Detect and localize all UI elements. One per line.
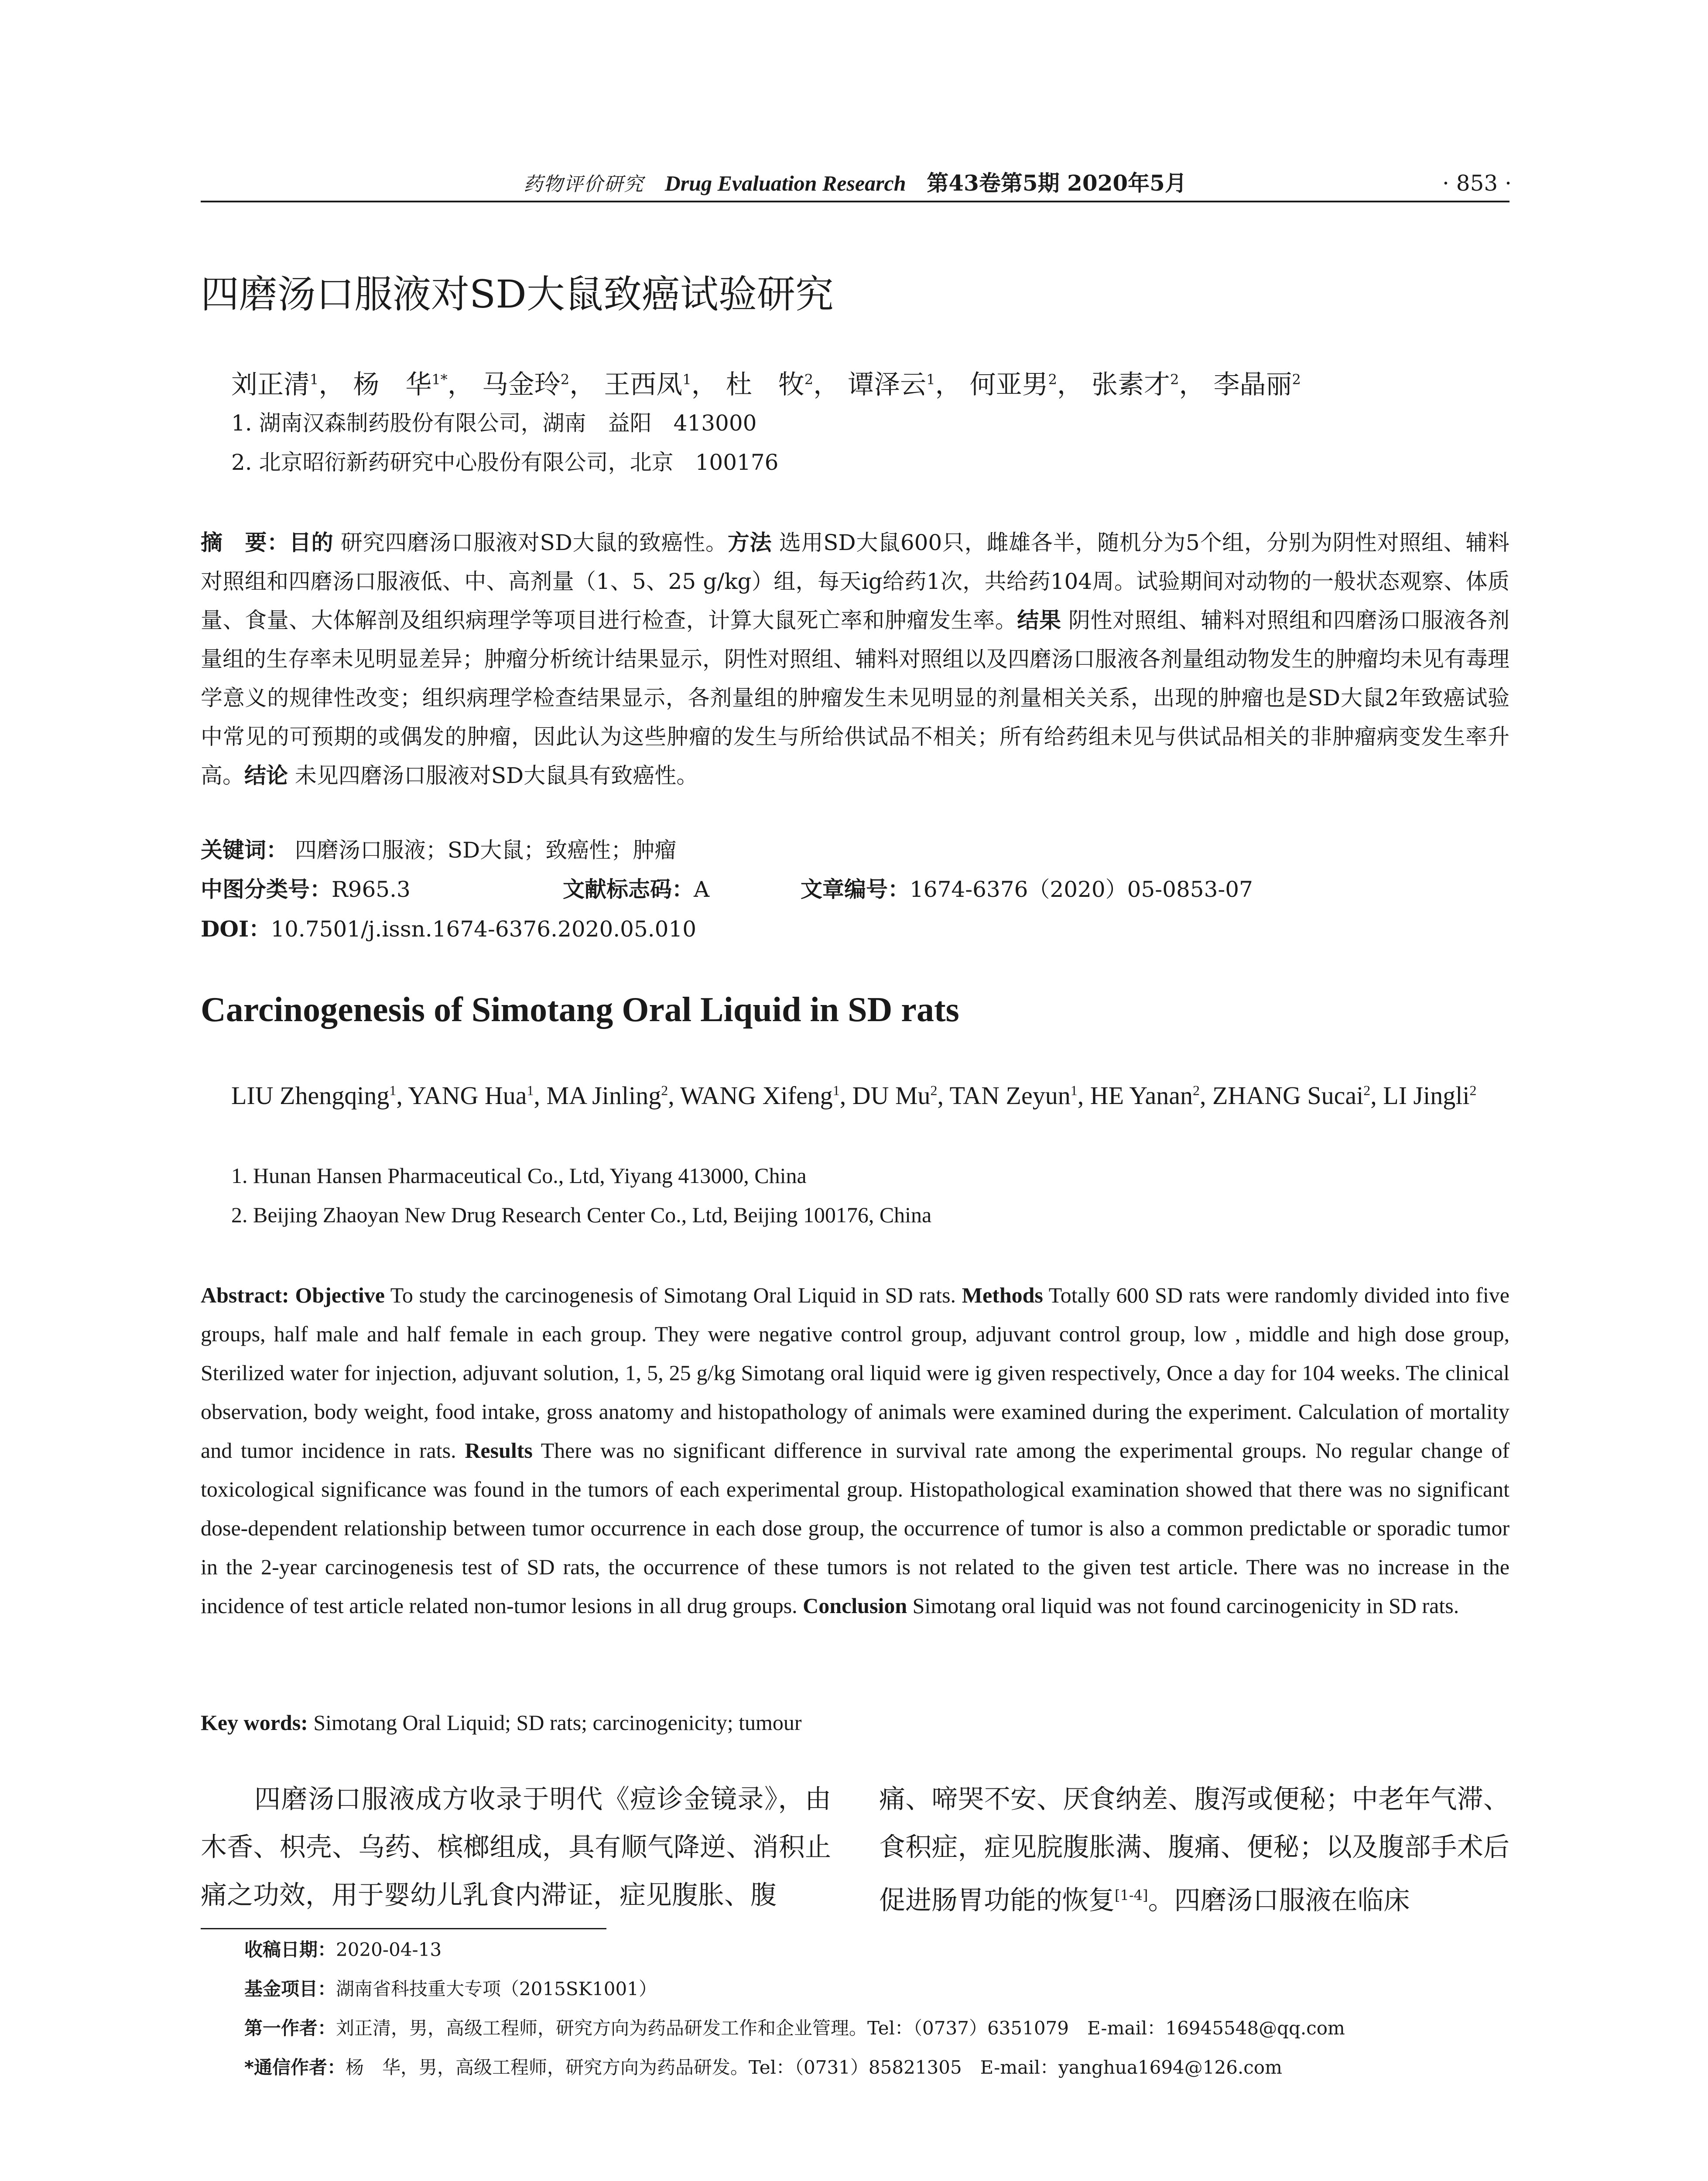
- en-results-text: There was no significant difference in survival rate among the experimental groups. No regular change of toxicological significance was found in the tumors of each experimental group. Histopathological examination showed that there was no significant dose-dependent relationship between tumor occurrence in each dose group, the occurrence of tumor is also a common predictable or sporadic tumor in the 2-year carcinogenesis test of SD rats, the occurrence of these tumors is not related to the given test article. There was no increase in the incidence of test article related non-tumor lesions in all drug groups.: [201, 1438, 1509, 1618]
- cn-abstract-label: 摘 要：: [201, 530, 289, 555]
- cn-keywords-text: 四磨汤口服液；SD大鼠；致癌性；肿瘤: [294, 838, 677, 863]
- en-abstract-label: Abstract:: [201, 1283, 289, 1307]
- cn-conclusion-label: 结论: [244, 763, 288, 788]
- en-abstract: [201, 1276, 1509, 1625]
- cn-author: 杜 牧$^2$: [726, 369, 814, 400]
- footnote-rule: [201, 1928, 606, 1929]
- cn-objective-text: 研究四磨汤口服液对SD大鼠的致癌性。: [341, 530, 728, 555]
- en-title: Carcinogenesis of Simotang Oral Liquid in SD rats: [201, 991, 959, 1029]
- en-author: WANG Xifeng$^1$: [680, 1081, 840, 1110]
- cn-affiliation-1: 1. 湖南汉森制药股份有限公司，湖南 益阳 413000: [231, 410, 757, 436]
- cn-methods-text: 选用SD大鼠600只，雌雄各半，随机分为5个组，分别为阴性对照组、辅料对照组和四磨汤口服液低、中、高剂量（1、5、25 g/kg）组，每天ig给药1次，共给药104周。试验期间对动物的一般状态观察、体质量、食量、大体解剖及组织病理学等项目进行检查，计算大鼠死亡率和肿瘤发生率。: [201, 530, 1510, 633]
- cn-author: 何亚男$^2$: [969, 369, 1057, 400]
- en-author: DU Mu$^2$: [852, 1081, 938, 1110]
- en-conclusion-text: Simotang oral liquid was not found carcinogenicity in SD rats.: [912, 1593, 1459, 1618]
- cn-title: 四磨汤口服液对SD大鼠致癌试验研究: [201, 272, 834, 317]
- en-author-list: LIU Zhengqing$^1$, YANG Hua$^1$, MA Jinling$^2$, WANG Xifeng$^1$, DU Mu$^2$, TAN Zeyun$^1$, HE Yanan$^2$, ZHANG Sucai$^2$, LI Jingli$^2$: [231, 1081, 1477, 1110]
- header-rule: [201, 201, 1509, 202]
- journal-logo: 药物评价研究: [524, 173, 644, 195]
- en-methods-text: Totally 600 SD rats were randomly divided into five groups, half male and half female in each group. They were negative control group, adjuvant control group, low , middle and high dose group, Sterilized water for injection, adjuvant solution, 1, 5, 25 g/kg Simotang oral liquid were ig given respectively, Once a day for 104 weeks. The clinical observation, body weight, food intake, gross anatomy and histopathology of animals were examined during the experiment. Calculation of mortality and tumor incidence in rats.: [201, 1283, 1509, 1463]
- en-objective-label: Objective: [295, 1283, 385, 1307]
- en-author: ZHANG Sucai$^2$: [1212, 1081, 1371, 1110]
- clc-number: 中图分类号：R965.3: [201, 877, 411, 902]
- en-keywords-text: Simotang Oral Liquid; SD rats; carcinogenicity; tumour: [313, 1710, 802, 1735]
- cn-results-label: 结果: [1017, 608, 1061, 633]
- en-affiliation-1: 1. Hunan Hansen Pharmaceutical Co., Ltd, Yiyang 413000, China: [231, 1163, 807, 1188]
- cn-methods-label: 方法: [727, 530, 772, 555]
- journal-name-en: Drug Evaluation Research: [664, 171, 906, 195]
- en-author: MA Jinling$^2$: [546, 1081, 668, 1110]
- footnote-fund: 基金项目：湖南省科技重大专项（2015SK1001）: [244, 1978, 657, 2000]
- en-methods-label: Methods: [962, 1283, 1043, 1307]
- cn-objective-label: 目的: [289, 530, 334, 555]
- en-author: YANG Hua$^1$: [408, 1081, 534, 1110]
- cn-author: 杨 华$^{1*}$: [353, 369, 448, 400]
- en-keywords-label: Key words:: [201, 1710, 308, 1735]
- doi-value: 10.7501/j.issn.1674-6376.2020.05.010: [270, 916, 697, 942]
- en-author: TAN Zeyun$^1$: [949, 1081, 1078, 1110]
- en-author: LI Jingli$^2$: [1383, 1081, 1477, 1110]
- running-header: [201, 168, 1509, 198]
- footnote-received-date: 收稿日期：2020-04-13: [244, 1939, 442, 1960]
- cn-author: 李晶丽$^2$: [1213, 369, 1301, 400]
- en-author: HE Yanan$^2$: [1090, 1081, 1200, 1110]
- cn-keywords: [201, 831, 1509, 870]
- cn-author: 张素才$^2$: [1092, 369, 1179, 400]
- en-objective-text: To study the carcinogenesis of Simotang Oral Liquid in SD rats.: [390, 1283, 956, 1307]
- issue-info: 第43卷第5期 2020年5月: [927, 170, 1187, 196]
- en-results-label: Results: [465, 1438, 533, 1463]
- en-conclusion-label: Conclusion: [803, 1593, 907, 1618]
- body-column-right: 痛、啼哭不安、厌食纳差、腹泻或便秘；中老年气滞、食积症，症见脘腹胀满、腹痛、便秘；以及腹部手术后促进肠胃功能的恢复[1-4]。四磨汤口服液在临床: [879, 1784, 1509, 1916]
- cn-author: 谭泽云$^1$: [848, 369, 935, 400]
- article-number: 文章编号：1674-6376（2020）05-0853-07: [801, 877, 1253, 902]
- cn-author: 王西凤$^1$: [604, 369, 691, 400]
- en-keywords: [201, 1703, 1509, 1742]
- document-code: 文献标志码：A: [563, 877, 710, 902]
- footnote-first-author: 第一作者：刘正清，男，高级工程师，研究方向为药品研发工作和企业管理。Tel：（0737）6351079 E-mail：16945548@qq.com: [244, 2017, 1345, 2039]
- cn-author-list: 刘正清$^1$， 杨 华$^{1*}$， 马金玲$^2$， 王西凤$^1$， 杜 牧$^2$， 谭泽云$^1$， 何亚男$^2$， 张素才$^2$， 李晶丽$^2$: [231, 369, 1301, 400]
- cn-abstract: [201, 523, 1509, 795]
- doi-label: DOI：: [201, 916, 271, 942]
- cn-author: 刘正清$^1$: [231, 369, 319, 400]
- cn-keywords-label: 关键词：: [201, 838, 288, 863]
- page-number: · 853 ·: [1442, 171, 1512, 196]
- cn-author: 马金玲$^2$: [482, 369, 570, 400]
- cn-results-text: 阴性对照组、辅料对照组和四磨汤口服液各剂量组的生存率未见明显差异；肿瘤分析统计结果显示，阴性对照组、辅料对照组以及四磨汤口服液各剂量组动物发生的肿瘤均未见有毒理学意义的规律性改变；组织病理学检查结果显示，各剂量组的肿瘤发生未见明显的剂量相关关系，出现的肿瘤也是SD大鼠2年致癌试验中常见的可预期的或偶发的肿瘤，因此认为这些肿瘤的发生与所给供试品不相关；所有给药组未见与供试品相关的非肿瘤病变发生率升高。: [201, 608, 1510, 788]
- citation: [1-4]: [1115, 1887, 1148, 1904]
- en-author: LIU Zhengqing$^1$: [231, 1081, 397, 1110]
- cn-affiliation-2: 2. 北京昭衍新药研究中心股份有限公司，北京 100176: [231, 450, 779, 475]
- footnote-corresponding-author: *通信作者：杨 华，男，高级工程师，研究方向为药品研发。Tel：（0731）85821305 E-mail：yanghua1694@126.com: [244, 2057, 1282, 2078]
- doi-line: [201, 909, 1509, 949]
- en-affiliation-2: 2. Beijing Zhaoyan New Drug Research Center Co., Ltd, Beijing 100176, China: [231, 1203, 932, 1227]
- cn-conclusion-text: 未见四磨汤口服液对SD大鼠具有致癌性。: [294, 763, 698, 788]
- body-column-left: 四磨汤口服液成方收录于明代《痘诊金镜录》，由木香、枳壳、乌药、槟榔组成，具有顺气降逆、消积止痛之功效，用于婴幼儿乳食内滞证，症见腹胀、腹: [201, 1784, 831, 1911]
